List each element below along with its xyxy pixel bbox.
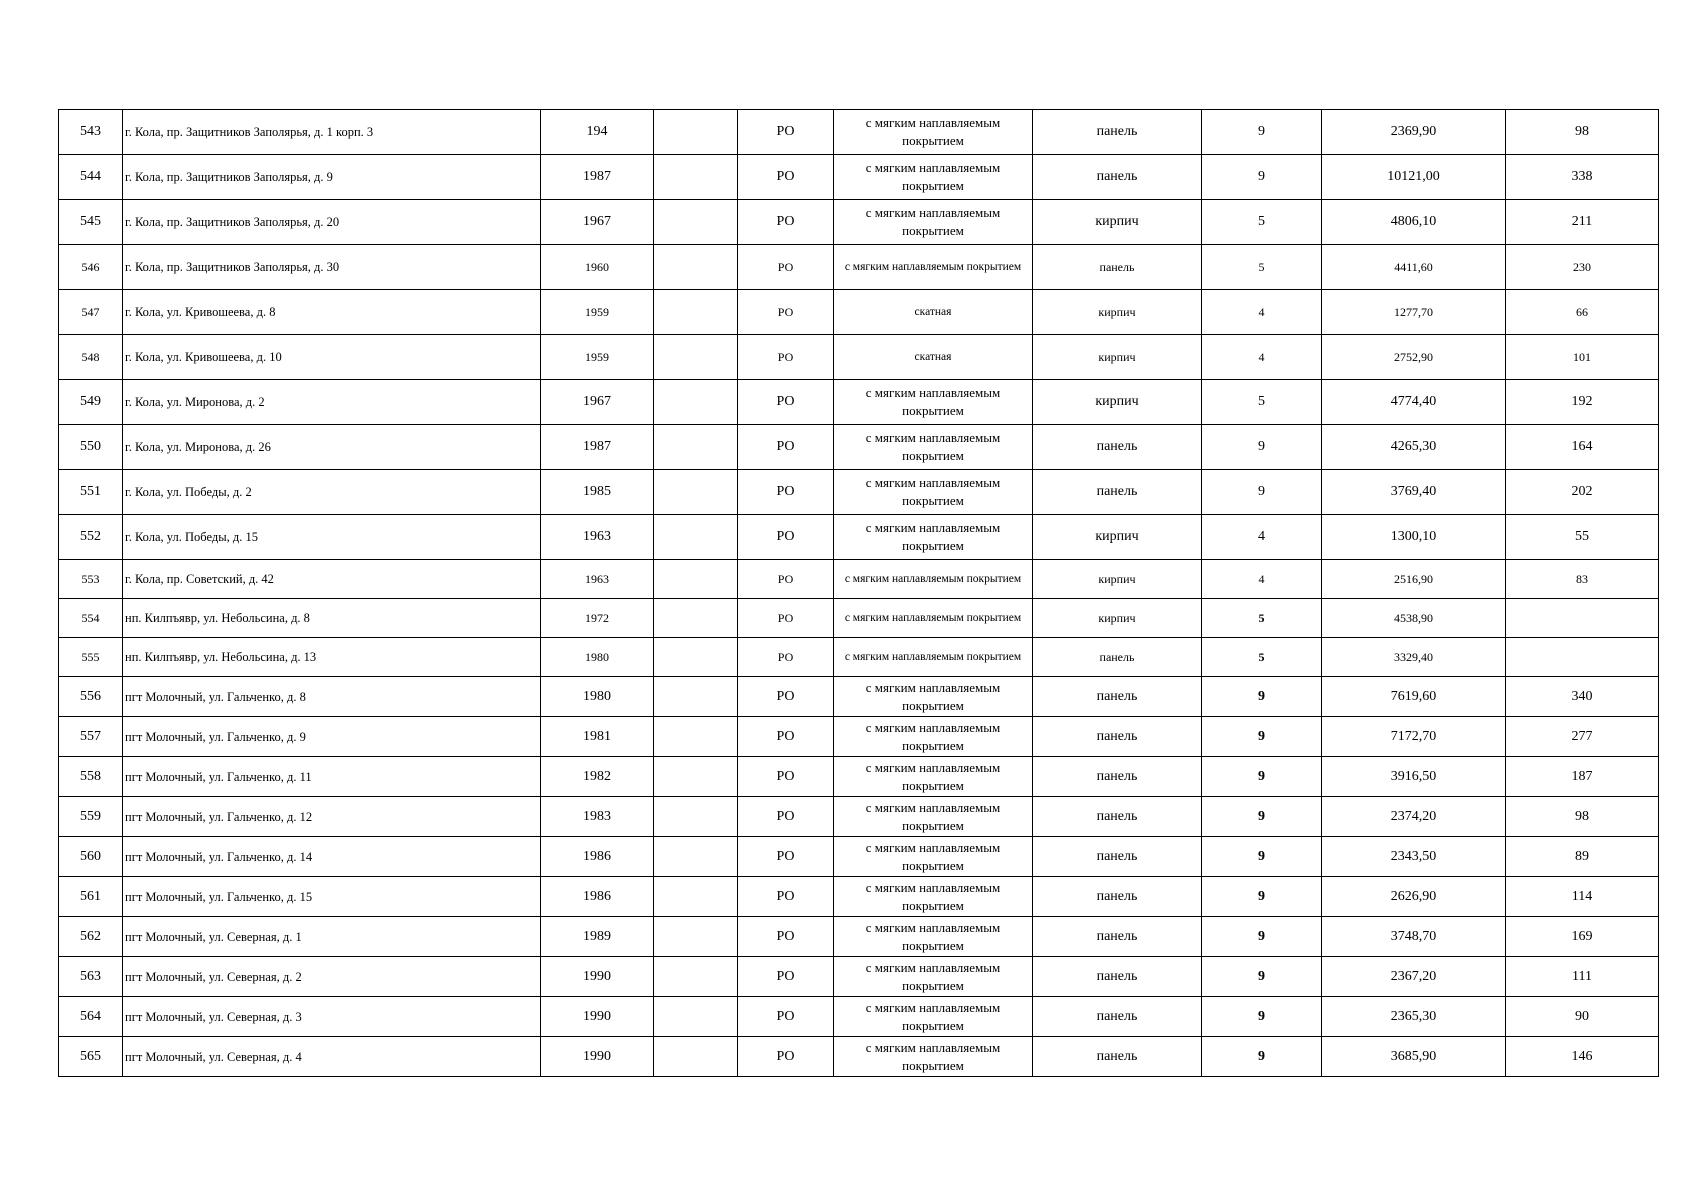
- residents-cell: 187: [1506, 757, 1659, 797]
- roof-type-cell: с мягким наплавляемым покрытием: [834, 515, 1033, 560]
- roof-type-cell: с мягким наплавляемым покрытием: [834, 917, 1033, 957]
- empty-cell: [654, 877, 738, 917]
- row-number: 548: [59, 335, 123, 380]
- table-row: [59, 957, 1659, 997]
- year-cell: 194: [541, 110, 654, 155]
- year-cell: 1981: [541, 717, 654, 757]
- year-cell: 1959: [541, 290, 654, 335]
- table-row: [59, 380, 1659, 425]
- empty-cell: [654, 110, 738, 155]
- fund-cell: РО: [738, 837, 834, 877]
- address-cell: г. Кола, ул. Победы, д. 15: [123, 515, 541, 560]
- address-cell: нп. Килпъявр, ул. Небольсина, д. 8: [123, 599, 541, 638]
- fund-cell: РО: [738, 380, 834, 425]
- fund-cell: РО: [738, 290, 834, 335]
- wall-material-cell: панель: [1033, 425, 1202, 470]
- row-number: 545: [59, 200, 123, 245]
- table-row: [59, 1037, 1659, 1077]
- wall-material-cell: панель: [1033, 155, 1202, 200]
- table-row: [59, 717, 1659, 757]
- roof-type-cell: с мягким наплавляемым покрытием: [834, 638, 1033, 677]
- year-cell: 1972: [541, 599, 654, 638]
- residents-cell: 211: [1506, 200, 1659, 245]
- row-number: 558: [59, 757, 123, 797]
- wall-material-cell: панель: [1033, 917, 1202, 957]
- fund-cell: РО: [738, 677, 834, 717]
- roof-type-cell: с мягким наплавляемым покрытием: [834, 245, 1033, 290]
- wall-material-cell: панель: [1033, 470, 1202, 515]
- row-number: 549: [59, 380, 123, 425]
- empty-cell: [654, 425, 738, 470]
- fund-cell: РО: [738, 877, 834, 917]
- floors-cell: 4: [1202, 290, 1322, 335]
- table-row: [59, 599, 1659, 638]
- fund-cell: РО: [738, 917, 834, 957]
- wall-material-cell: панель: [1033, 797, 1202, 837]
- roof-type-cell: с мягким наплавляемым покрытием: [834, 877, 1033, 917]
- residents-cell: 277: [1506, 717, 1659, 757]
- address-cell: пгт Молочный, ул. Гальченко, д. 15: [123, 877, 541, 917]
- floors-cell: 9: [1202, 110, 1322, 155]
- year-cell: 1967: [541, 380, 654, 425]
- empty-cell: [654, 380, 738, 425]
- area-cell: 7172,70: [1322, 717, 1506, 757]
- fund-cell: РО: [738, 515, 834, 560]
- row-number: 559: [59, 797, 123, 837]
- roof-type-cell: с мягким наплавляемым покрытием: [834, 155, 1033, 200]
- area-cell: 2367,20: [1322, 957, 1506, 997]
- address-cell: пгт Молочный, ул. Северная, д. 3: [123, 997, 541, 1037]
- row-number: 547: [59, 290, 123, 335]
- fund-cell: РО: [738, 997, 834, 1037]
- residents-cell: 101: [1506, 335, 1659, 380]
- area-cell: 3685,90: [1322, 1037, 1506, 1077]
- year-cell: 1990: [541, 957, 654, 997]
- area-cell: 3329,40: [1322, 638, 1506, 677]
- residents-cell: 230: [1506, 245, 1659, 290]
- address-cell: г. Кола, пр. Защитников Заполярья, д. 30: [123, 245, 541, 290]
- area-cell: 4538,90: [1322, 599, 1506, 638]
- empty-cell: [654, 290, 738, 335]
- row-number: 560: [59, 837, 123, 877]
- address-cell: пгт Молочный, ул. Северная, д. 2: [123, 957, 541, 997]
- wall-material-cell: панель: [1033, 957, 1202, 997]
- year-cell: 1986: [541, 877, 654, 917]
- wall-material-cell: панель: [1033, 677, 1202, 717]
- wall-material-cell: кирпич: [1033, 560, 1202, 599]
- area-cell: 4774,40: [1322, 380, 1506, 425]
- address-cell: г. Кола, ул. Победы, д. 2: [123, 470, 541, 515]
- address-cell: пгт Молочный, ул. Гальченко, д. 8: [123, 677, 541, 717]
- row-number: 555: [59, 638, 123, 677]
- table-row: [59, 560, 1659, 599]
- wall-material-cell: панель: [1033, 877, 1202, 917]
- wall-material-cell: панель: [1033, 757, 1202, 797]
- roof-type-cell: с мягким наплавляемым покрытием: [834, 425, 1033, 470]
- roof-type-cell: с мягким наплавляемым покрытием: [834, 717, 1033, 757]
- address-cell: г. Кола, пр. Защитников Заполярья, д. 1 корп. 3: [123, 110, 541, 155]
- residents-cell: 98: [1506, 110, 1659, 155]
- housing-registry-table: [58, 109, 1659, 1077]
- roof-type-cell: с мягким наплавляемым покрытием: [834, 200, 1033, 245]
- row-number: 551: [59, 470, 123, 515]
- empty-cell: [654, 638, 738, 677]
- area-cell: 2343,50: [1322, 837, 1506, 877]
- floors-cell: 5: [1202, 245, 1322, 290]
- wall-material-cell: панель: [1033, 717, 1202, 757]
- row-number: 544: [59, 155, 123, 200]
- year-cell: 1963: [541, 560, 654, 599]
- empty-cell: [654, 245, 738, 290]
- residents-cell: 114: [1506, 877, 1659, 917]
- table-row: [59, 997, 1659, 1037]
- roof-type-cell: с мягким наплавляемым покрытием: [834, 957, 1033, 997]
- table-row: [59, 290, 1659, 335]
- empty-cell: [654, 560, 738, 599]
- address-cell: г. Кола, пр. Советский, д. 42: [123, 560, 541, 599]
- roof-type-cell: с мягким наплавляемым покрытием: [834, 757, 1033, 797]
- row-number: 543: [59, 110, 123, 155]
- residents-cell: [1506, 638, 1659, 677]
- floors-cell: 9: [1202, 677, 1322, 717]
- year-cell: 1989: [541, 917, 654, 957]
- address-cell: г. Кола, пр. Защитников Заполярья, д. 9: [123, 155, 541, 200]
- table-row: [59, 638, 1659, 677]
- wall-material-cell: панель: [1033, 110, 1202, 155]
- area-cell: 1300,10: [1322, 515, 1506, 560]
- address-cell: г. Кола, ул. Миронова, д. 26: [123, 425, 541, 470]
- address-cell: пгт Молочный, ул. Гальченко, д. 11: [123, 757, 541, 797]
- year-cell: 1987: [541, 155, 654, 200]
- row-number: 565: [59, 1037, 123, 1077]
- floors-cell: 9: [1202, 957, 1322, 997]
- empty-cell: [654, 1037, 738, 1077]
- residents-cell: 146: [1506, 1037, 1659, 1077]
- floors-cell: 9: [1202, 425, 1322, 470]
- table-row: [59, 837, 1659, 877]
- row-number: 546: [59, 245, 123, 290]
- residents-cell: 340: [1506, 677, 1659, 717]
- area-cell: 2374,20: [1322, 797, 1506, 837]
- address-cell: нп. Килпъявр, ул. Небольсина, д. 13: [123, 638, 541, 677]
- area-cell: 2752,90: [1322, 335, 1506, 380]
- table-row: [59, 110, 1659, 155]
- fund-cell: РО: [738, 957, 834, 997]
- fund-cell: РО: [738, 200, 834, 245]
- year-cell: 1987: [541, 425, 654, 470]
- floors-cell: 9: [1202, 470, 1322, 515]
- empty-cell: [654, 335, 738, 380]
- empty-cell: [654, 515, 738, 560]
- address-cell: пгт Молочный, ул. Гальченко, д. 14: [123, 837, 541, 877]
- roof-type-cell: с мягким наплавляемым покрытием: [834, 1037, 1033, 1077]
- roof-type-cell: с мягким наплавляемым покрытием: [834, 599, 1033, 638]
- fund-cell: РО: [738, 717, 834, 757]
- wall-material-cell: кирпич: [1033, 599, 1202, 638]
- table-row: [59, 470, 1659, 515]
- floors-cell: 5: [1202, 599, 1322, 638]
- address-cell: г. Кола, ул. Миронова, д. 2: [123, 380, 541, 425]
- address-cell: г. Кола, пр. Защитников Заполярья, д. 20: [123, 200, 541, 245]
- floors-cell: 9: [1202, 837, 1322, 877]
- area-cell: 4806,10: [1322, 200, 1506, 245]
- table-row: [59, 797, 1659, 837]
- fund-cell: РО: [738, 110, 834, 155]
- wall-material-cell: панель: [1033, 1037, 1202, 1077]
- roof-type-cell: с мягким наплавляемым покрытием: [834, 797, 1033, 837]
- empty-cell: [654, 200, 738, 245]
- floors-cell: 9: [1202, 1037, 1322, 1077]
- empty-cell: [654, 717, 738, 757]
- address-cell: пгт Молочный, ул. Северная, д. 1: [123, 917, 541, 957]
- roof-type-cell: с мягким наплавляемым покрытием: [834, 110, 1033, 155]
- residents-cell: 169: [1506, 917, 1659, 957]
- residents-cell: 66: [1506, 290, 1659, 335]
- floors-cell: 4: [1202, 515, 1322, 560]
- floors-cell: 9: [1202, 877, 1322, 917]
- fund-cell: РО: [738, 757, 834, 797]
- residents-cell: [1506, 599, 1659, 638]
- year-cell: 1982: [541, 757, 654, 797]
- area-cell: 2369,90: [1322, 110, 1506, 155]
- roof-type-cell: с мягким наплавляемым покрытием: [834, 997, 1033, 1037]
- residents-cell: 338: [1506, 155, 1659, 200]
- residents-cell: 192: [1506, 380, 1659, 425]
- wall-material-cell: панель: [1033, 245, 1202, 290]
- year-cell: 1990: [541, 1037, 654, 1077]
- residents-cell: 98: [1506, 797, 1659, 837]
- area-cell: 7619,60: [1322, 677, 1506, 717]
- empty-cell: [654, 797, 738, 837]
- empty-cell: [654, 917, 738, 957]
- area-cell: 2626,90: [1322, 877, 1506, 917]
- empty-cell: [654, 677, 738, 717]
- row-number: 552: [59, 515, 123, 560]
- empty-cell: [654, 155, 738, 200]
- row-number: 561: [59, 877, 123, 917]
- floors-cell: 5: [1202, 638, 1322, 677]
- fund-cell: РО: [738, 560, 834, 599]
- empty-cell: [654, 997, 738, 1037]
- roof-type-cell: с мягким наплавляемым покрытием: [834, 677, 1033, 717]
- year-cell: 1980: [541, 638, 654, 677]
- row-number: 556: [59, 677, 123, 717]
- roof-type-cell: с мягким наплавляемым покрытием: [834, 560, 1033, 599]
- empty-cell: [654, 470, 738, 515]
- table-row: [59, 335, 1659, 380]
- row-number: 554: [59, 599, 123, 638]
- wall-material-cell: панель: [1033, 837, 1202, 877]
- residents-cell: 55: [1506, 515, 1659, 560]
- residents-cell: 202: [1506, 470, 1659, 515]
- fund-cell: РО: [738, 638, 834, 677]
- table-row: [59, 877, 1659, 917]
- fund-cell: РО: [738, 1037, 834, 1077]
- wall-material-cell: панель: [1033, 638, 1202, 677]
- wall-material-cell: кирпич: [1033, 290, 1202, 335]
- wall-material-cell: кирпич: [1033, 200, 1202, 245]
- area-cell: 10121,00: [1322, 155, 1506, 200]
- wall-material-cell: кирпич: [1033, 515, 1202, 560]
- fund-cell: РО: [738, 335, 834, 380]
- table-row: [59, 245, 1659, 290]
- floors-cell: 9: [1202, 797, 1322, 837]
- row-number: 563: [59, 957, 123, 997]
- fund-cell: РО: [738, 245, 834, 290]
- area-cell: 1277,70: [1322, 290, 1506, 335]
- table-row: [59, 757, 1659, 797]
- area-cell: 3769,40: [1322, 470, 1506, 515]
- address-cell: г. Кола, ул. Кривошеева, д. 8: [123, 290, 541, 335]
- floors-cell: 5: [1202, 380, 1322, 425]
- year-cell: 1963: [541, 515, 654, 560]
- residents-cell: 111: [1506, 957, 1659, 997]
- table-body: [59, 110, 1659, 1077]
- wall-material-cell: панель: [1033, 997, 1202, 1037]
- table-row: [59, 515, 1659, 560]
- roof-type-cell: скатная: [834, 290, 1033, 335]
- year-cell: 1960: [541, 245, 654, 290]
- residents-cell: 83: [1506, 560, 1659, 599]
- floors-cell: 5: [1202, 200, 1322, 245]
- floors-cell: 9: [1202, 155, 1322, 200]
- fund-cell: РО: [738, 425, 834, 470]
- row-number: 557: [59, 717, 123, 757]
- empty-cell: [654, 757, 738, 797]
- empty-cell: [654, 599, 738, 638]
- year-cell: 1986: [541, 837, 654, 877]
- floors-cell: 9: [1202, 757, 1322, 797]
- table-row: [59, 677, 1659, 717]
- roof-type-cell: с мягким наплавляемым покрытием: [834, 837, 1033, 877]
- year-cell: 1985: [541, 470, 654, 515]
- empty-cell: [654, 837, 738, 877]
- row-number: 550: [59, 425, 123, 470]
- floors-cell: 4: [1202, 335, 1322, 380]
- roof-type-cell: с мягким наплавляемым покрытием: [834, 380, 1033, 425]
- fund-cell: РО: [738, 599, 834, 638]
- area-cell: 3916,50: [1322, 757, 1506, 797]
- row-number: 553: [59, 560, 123, 599]
- roof-type-cell: скатная: [834, 335, 1033, 380]
- roof-type-cell: с мягким наплавляемым покрытием: [834, 470, 1033, 515]
- address-cell: пгт Молочный, ул. Северная, д. 4: [123, 1037, 541, 1077]
- residents-cell: 90: [1506, 997, 1659, 1037]
- fund-cell: РО: [738, 155, 834, 200]
- area-cell: 2365,30: [1322, 997, 1506, 1037]
- year-cell: 1967: [541, 200, 654, 245]
- year-cell: 1980: [541, 677, 654, 717]
- area-cell: 4411,60: [1322, 245, 1506, 290]
- floors-cell: 9: [1202, 917, 1322, 957]
- wall-material-cell: кирпич: [1033, 380, 1202, 425]
- row-number: 562: [59, 917, 123, 957]
- table-row: [59, 155, 1659, 200]
- table-row: [59, 425, 1659, 470]
- wall-material-cell: кирпич: [1033, 335, 1202, 380]
- residents-cell: 89: [1506, 837, 1659, 877]
- year-cell: 1959: [541, 335, 654, 380]
- area-cell: 2516,90: [1322, 560, 1506, 599]
- fund-cell: РО: [738, 470, 834, 515]
- empty-cell: [654, 957, 738, 997]
- address-cell: г. Кола, ул. Кривошеева, д. 10: [123, 335, 541, 380]
- table-row: [59, 200, 1659, 245]
- area-cell: 3748,70: [1322, 917, 1506, 957]
- floors-cell: 9: [1202, 717, 1322, 757]
- residents-cell: 164: [1506, 425, 1659, 470]
- year-cell: 1990: [541, 997, 654, 1037]
- address-cell: пгт Молочный, ул. Гальченко, д. 9: [123, 717, 541, 757]
- address-cell: пгт Молочный, ул. Гальченко, д. 12: [123, 797, 541, 837]
- floors-cell: 4: [1202, 560, 1322, 599]
- table-row: [59, 917, 1659, 957]
- area-cell: 4265,30: [1322, 425, 1506, 470]
- floors-cell: 9: [1202, 997, 1322, 1037]
- row-number: 564: [59, 997, 123, 1037]
- fund-cell: РО: [738, 797, 834, 837]
- year-cell: 1983: [541, 797, 654, 837]
